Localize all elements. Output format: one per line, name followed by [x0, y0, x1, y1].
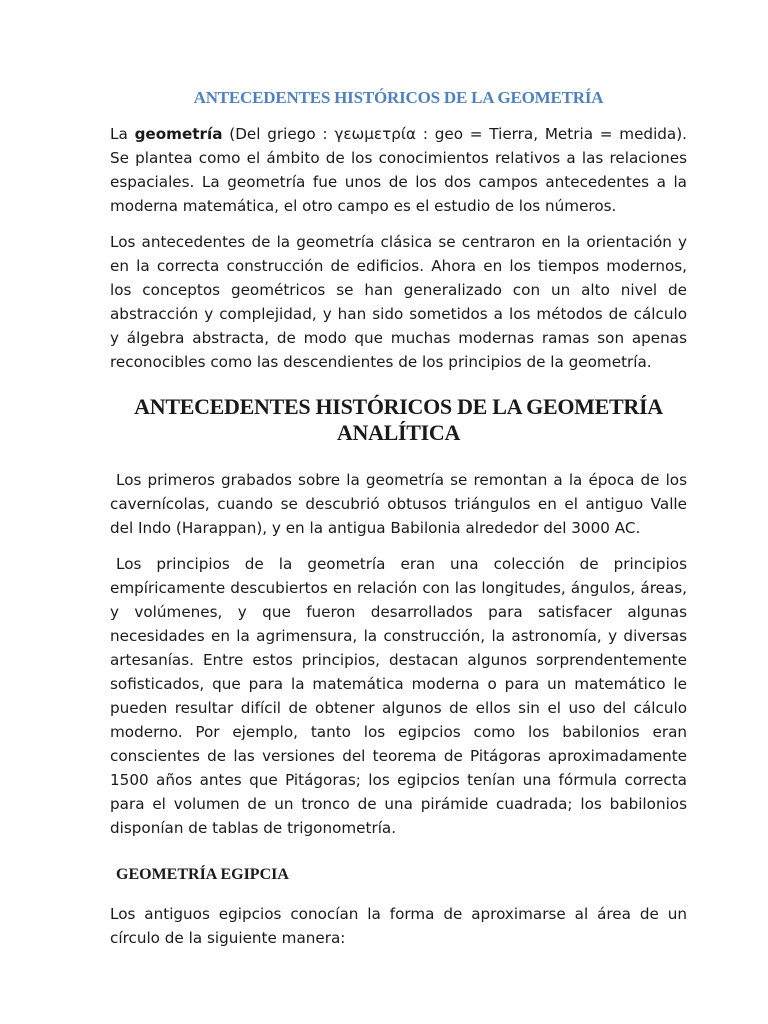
subsection-title-egipcia: GEOMETRÍA EGIPCIA — [116, 866, 289, 883]
paragraph-antecedentes: Los antecedentes de la geometría clásica se centraron en la orientación y en la correcta construcción de edificios. Ahora en los tiempos modernos, los conceptos geométricos se han generalizado con un alto nivel de abstracción y complejidad, y han sido sometidos a los métodos de cálculo y álgebra abstracta, de modo que muchas modernas ramas son apenas reconocibles como las descendientes de los principios de la geometría. — [110, 233, 687, 371]
section-title-analitica-line2: ANALÍTICA — [336, 420, 461, 445]
section-title-analitica — [110, 394, 687, 446]
term-geometria: geometría — [134, 125, 223, 143]
paragraph-definition-lead: La — [110, 125, 135, 143]
document-page — [110, 88, 687, 962]
paragraph-definition — [110, 122, 687, 218]
paragraph-principios: Los principios de la geometría eran una colección de principios empíricamente descubiertos en relación con las longitudes, ángulos, áreas, y volúmenes, y que fueron desarrollados para satisfacer algunas necesidades en la agrimensura, la construcción, la astronomía, y diversas artesanías. Entre estos principios, destacan algunos sorprendentemente sofisticados, que para la matemática moderna o para un matemático le pueden resultar difícil de obtener algunos de ellos sin el uso del cálculo moderno. Por ejemplo, tanto los egipcios como los babilonios eran conscientes de las versiones del teorema de Pitágoras aproximadamente 1500 años antes que Pitágoras; los egipcios tenían una fórmula correcta para el volumen de un tronco de una pirámide cuadrada; los babilonios disponían de tablas de trigonometría. — [110, 555, 687, 837]
section-title-analitica-line1: ANTECEDENTES HISTÓRICOS DE LA GEOMETRÍA — [134, 394, 663, 419]
section-title-geometria: ANTECEDENTES HISTÓRICOS DE LA GEOMETRÍA — [193, 88, 604, 107]
paragraph-definition-text: (Del griego : γεωμετρία : geo = Tierra, Metria = medida). Se plantea como el ámbito de los conocimientos relativos a las relaciones espaciales. La geometría fue unos de los dos campos antecedentes a la moderna matemática, el otro campo es el estudio de los números. — [110, 125, 687, 215]
paragraph-egipcios: Los antiguos egipcios conocían la forma de aproximarse al área de un círculo de la siguiente manera: — [110, 905, 687, 947]
paragraph-grabados: Los primeros grabados sobre la geometría se remontan a la época de los cavernícolas, cuando se descubrió obtusos triángulos en el antiguo Valle del Indo (Harappan), y en la antigua Babilonia alrededor del 3000 AC. — [110, 471, 687, 537]
